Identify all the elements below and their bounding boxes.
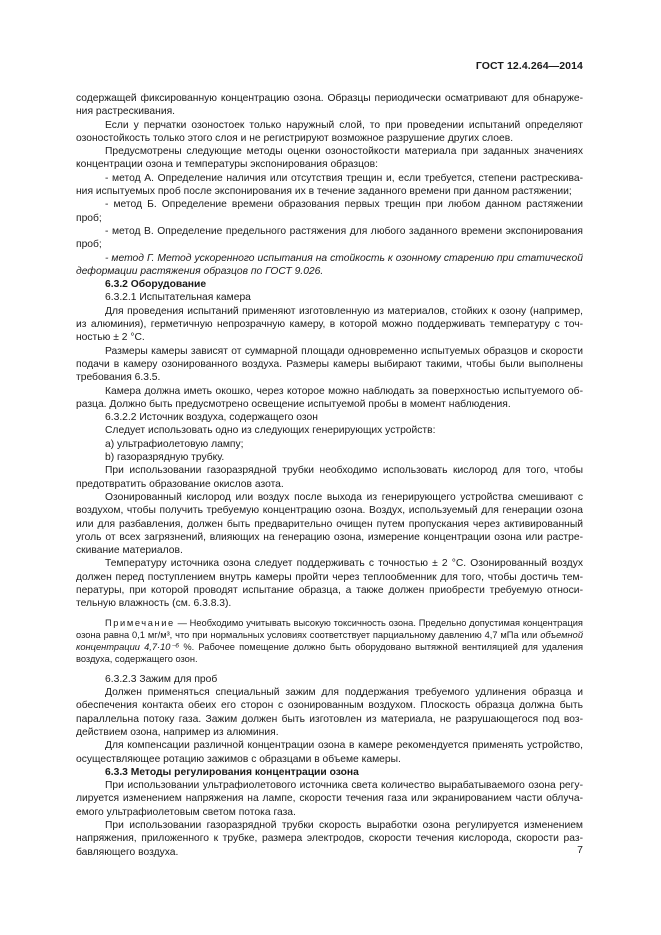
paragraph: Камера должна иметь окошко, через которое можно наблюдать за поверхностью испытуемого образца. Должно быть предусмотрено освещение испытуемой пробы в момент наблюдения. [76, 385, 583, 410]
subsection-heading-chamber: 6.3.2.1 Испытательная камера [105, 292, 251, 304]
section-heading-equipment: 6.3.2 Оборудование [105, 279, 207, 291]
subsection-heading-ozone-source: 6.3.2.2 Источник воздуха, содержащего озон [105, 412, 318, 424]
note-block [76, 617, 583, 666]
paragraph: Если у перчатки озоностоек только наружный слой, то при проведении испытаний определяют озоностойкость только этого слоя и не регистрируют возможное разрушение других слоев. [76, 119, 583, 144]
paragraph: Предусмотрены следующие методы оценки озоностойкости материала при заданных значениях концентрации озона и температуры экспонирования образцов: [76, 146, 583, 171]
paragraph: Должен применяться специальный зажим для поддержания требуемого удлинения образца и обеспечения контакта обеих его сторон с озонированным воздухом. Плоскость образца должна быть параллельна потоку газа. Зажим должен быть изготовлен из материала, не разрушающегося под воздействием озона, например из алюминия. [76, 687, 583, 738]
subsection-heading-clamp: 6.3.2.3 Зажим для проб [105, 673, 218, 685]
paragraph: Следует использовать одно из следующих генерирующих устройств: [105, 425, 436, 437]
document-body [76, 92, 583, 859]
paragraph: Для компенсации различной концентрации озона в камере рекомендуется применять устройство, осуществляющее ротацию зажимов с образцами в объеме камеры. [76, 740, 583, 765]
section-heading-regulation: 6.3.3 Методы регулирования концентрации озона [105, 766, 359, 778]
paragraph: При использовании ультрафиолетового источника света количество вырабатываемого озона регулируется изменением напряжения на лампе, скорости течения газа или экранированием части облучаемого ультрафиолетовым светом потока газа. [76, 780, 583, 818]
list-item-method-d: - метод Г. Метод ускоренного испытания на стойкость к озонному старению при статической деформации растяжения образцов по ГОСТ 9.026. [76, 252, 583, 277]
list-item: b) газоразрядную трубку. [105, 452, 225, 464]
note-dash: — [177, 617, 187, 628]
document-id-header: ГОСТ 12.4.264—2014 [475, 60, 583, 72]
paragraph: Температуру источника озона следует поддерживать с точностью ± 2 °С. Озонированный воздух должен перед поступлением внутрь камеры пройти через теплообменник для того, чтобы достичь температуры, при которой проводят испытание образца, а также должен приобрести требуемую относительную влажность (см. 6.3.8.3). [76, 558, 583, 610]
page-number: 7 [577, 844, 583, 856]
paragraph: При использовании газоразрядной трубки необходимо использовать кислород для того, чтобы предотвратить образование окислов азота. [76, 465, 583, 490]
paragraph: содержащей фиксированную концентрацию озона. Образцы периодически осматривают для обнаружения растрескивания. [76, 93, 583, 118]
paragraph: Озонированный кислород или воздух после выхода из генерирующего устройства смешивают с воздухом, чтобы получить требуемую концентрацию озона. Воздух, используемый для генерации озона или для разбавления, должен быть предварительно очищен путем пропускания через активированный уголь от всех загрязнений, влияющих на генерацию озона, измерение концентрации озона или растрескивание материалов. [76, 491, 583, 557]
list-item-method-b: - метод Б. Определение времени образования первых трещин при любом данном растяжении проб; [76, 199, 583, 224]
note-text-italic: объемной концентрации 4,7·10⁻⁶ [76, 629, 584, 653]
note-text: Необходимо учитывать высокую токсичность озона. Предельно допустимая концентрация озона равна 0,1 мг/м³, что при нормальных условиях соответствует парциальному давлению 4,7 мПа или [76, 617, 583, 640]
note-text: %. Рабочее помещение должно быть оборудовано вытяжной вентиляцией для удаления воздуха, содержащего озон. [76, 642, 583, 665]
paragraph: Размеры камеры зависят от суммарной площади одновременно испытуемых образцов и скорости подачи в камеру озонированного воздуха. Размеры камеры выбирают такими, чтобы были выполнены требования 6.3.5. [76, 345, 583, 384]
note-label: Примечание [105, 617, 175, 628]
paragraph: Для проведения испытаний применяют изготовленную из материалов, стойких к озону (например, из алюминия), герметичную непрозрачную камеру, в которой можно поддерживать температуру с точностью ± 2 °С. [76, 305, 583, 344]
list-item-method-a: - метод А. Определение наличия или отсутствия трещин и, если требуется, степени растрескивания испытуемых проб после экспонирования их в течение заданного времени при данном растяжении; [76, 172, 583, 198]
list-item-method-c: - метод В. Определение предельного растяжения для любого заданного времени экспонирования проб; [76, 225, 583, 251]
list-item: a) ультрафиолетовую лампу; [105, 438, 244, 450]
paragraph: При использовании газоразрядной трубки скорость выработки озона регулируется изменением напряжения, приложенного к трубке, размера электродов, скорости течения кислорода, скорости разбавляющего воздуха. [76, 820, 583, 858]
